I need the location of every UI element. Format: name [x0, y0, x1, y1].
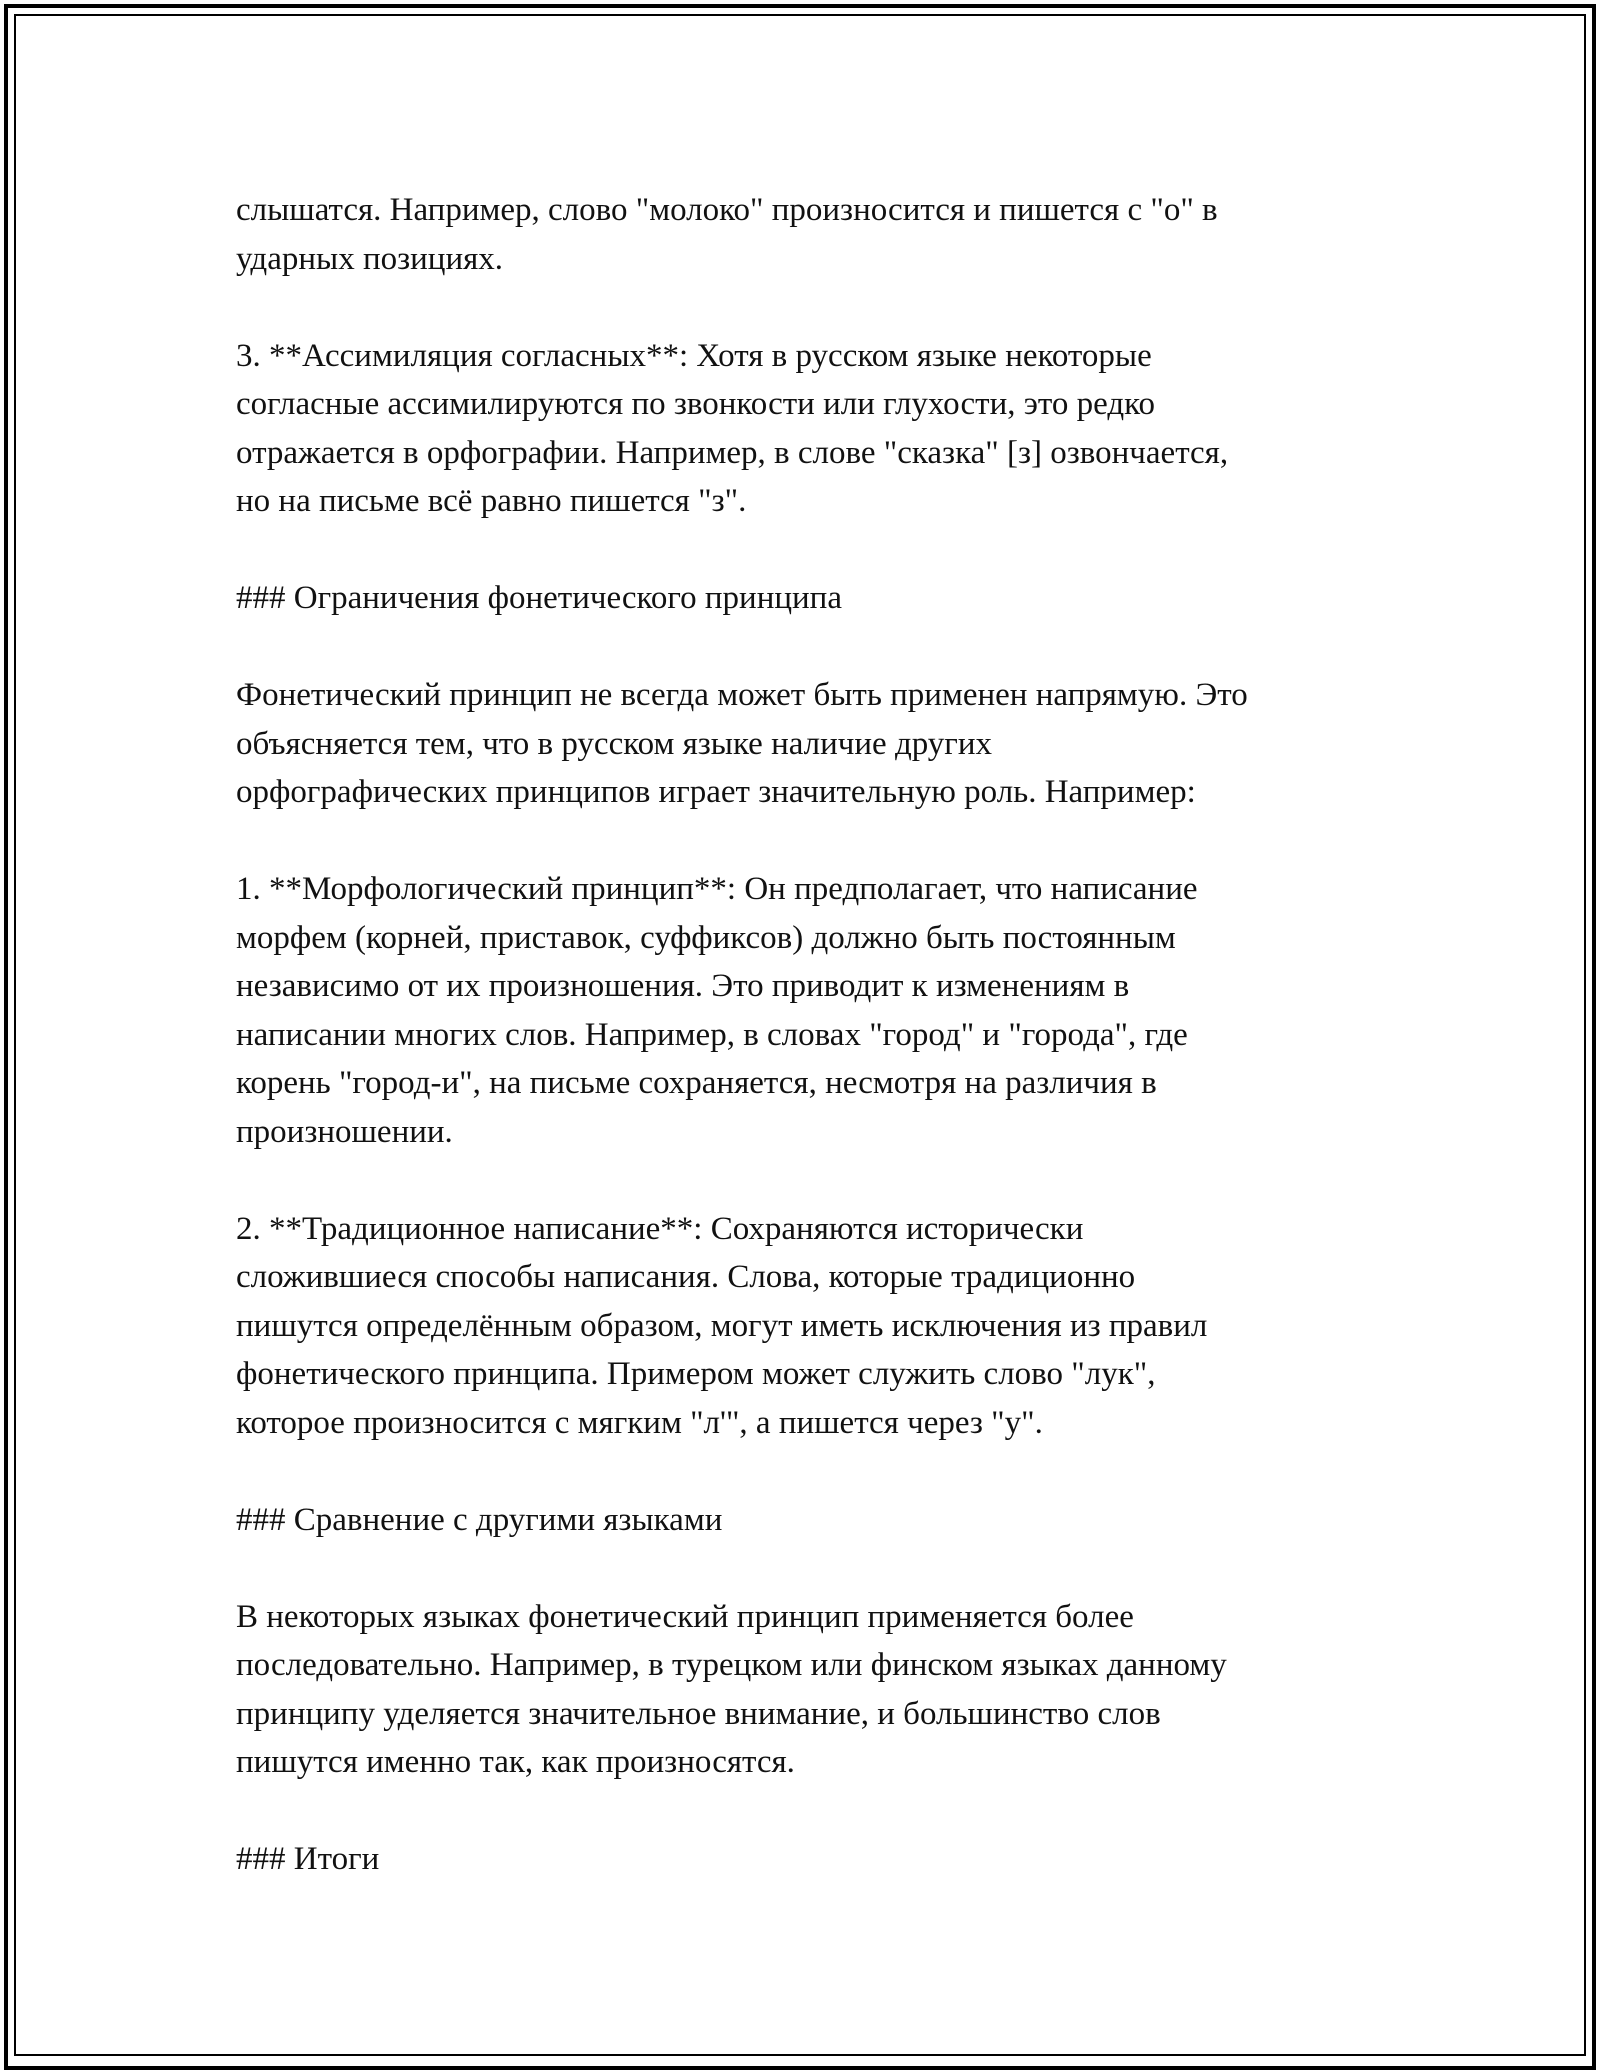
- text-line: 2. **Традиционное написание**: Сохраняются исторически: [236, 1210, 1084, 1247]
- text-line: объясняется тем, что в русском языке наличие других: [236, 725, 993, 762]
- text-line: согласные ассимилируются по звонкости или глухости, это редко: [236, 386, 1155, 422]
- heading-text: ### Ограничения фонетического принципа: [236, 580, 842, 616]
- text-line: принципу уделяется значительное внимание, и большинство слов: [236, 1695, 1161, 1732]
- text-line: пишутся определённым образом, могут иметь исключения из правил: [236, 1307, 1208, 1344]
- list-item-1-morphological: [236, 865, 1386, 1156]
- text-line: но на письме всё равно пишется "з".: [236, 483, 747, 519]
- text-line: пишутся именно так, как произносятся.: [236, 1744, 795, 1780]
- text-line: отражается в орфографии. Например, в слове "сказка" [з] озвончается,: [236, 434, 1229, 471]
- heading-limitations: [236, 574, 1386, 623]
- heading-text: ### Сравнение с другими языками: [236, 1501, 723, 1538]
- text-line: независимо от их произношения. Это приводит к изменениям в: [236, 968, 1130, 1004]
- text-line: последовательно. Например, в турецком или финском языках данному: [236, 1647, 1227, 1683]
- list-item-2-traditional: [236, 1205, 1386, 1448]
- text-line: слышатся. Например, слово "молоко" произносится и пишется с "о" в: [236, 192, 1218, 228]
- text-line: корень "город-и", на письме сохраняется, несмотря на различия в: [236, 1065, 1157, 1101]
- text-line: произношении.: [236, 1113, 453, 1150]
- heading-summary: [236, 1835, 1386, 1884]
- text-line: Фонетический принцип не всегда может быть применен напрямую. Это: [236, 677, 1248, 713]
- text-line: фонетического принципа. Примером может служить слово "лук",: [236, 1356, 1156, 1392]
- text-line: В некоторых языках фонетический принцип применяется более: [236, 1598, 1134, 1635]
- text-line: сложившиеся способы написания. Слова, которые традиционно: [236, 1259, 1136, 1295]
- text-line: 1. **Морфологический принцип**: Он предполагает, что написание: [236, 871, 1198, 907]
- text-line: морфем (корней, приставок, суффиксов) должно быть постоянным: [236, 919, 1176, 956]
- paragraph-comparison: [236, 1593, 1386, 1787]
- paragraph-limitations: [236, 671, 1386, 817]
- heading-text: ### Итоги: [236, 1841, 380, 1877]
- document-body: [236, 186, 1386, 1932]
- text-line: ударных позициях.: [236, 240, 504, 277]
- text-line: написании многих слов. Например, в словах "город" и "города", где: [236, 1016, 1188, 1053]
- paragraph-intro-continued: [236, 186, 1386, 283]
- text-line: орфографических принципов играет значительную роль. Например:: [236, 774, 1196, 810]
- list-item-3-assimilation: [236, 332, 1386, 526]
- text-line: 3. **Ассимиляция согласных**: Хотя в русском языке некоторые: [236, 337, 1152, 374]
- heading-comparison: [236, 1496, 1386, 1545]
- text-line: которое произносится с мягким "л'", а пишется через "у".: [236, 1404, 1043, 1441]
